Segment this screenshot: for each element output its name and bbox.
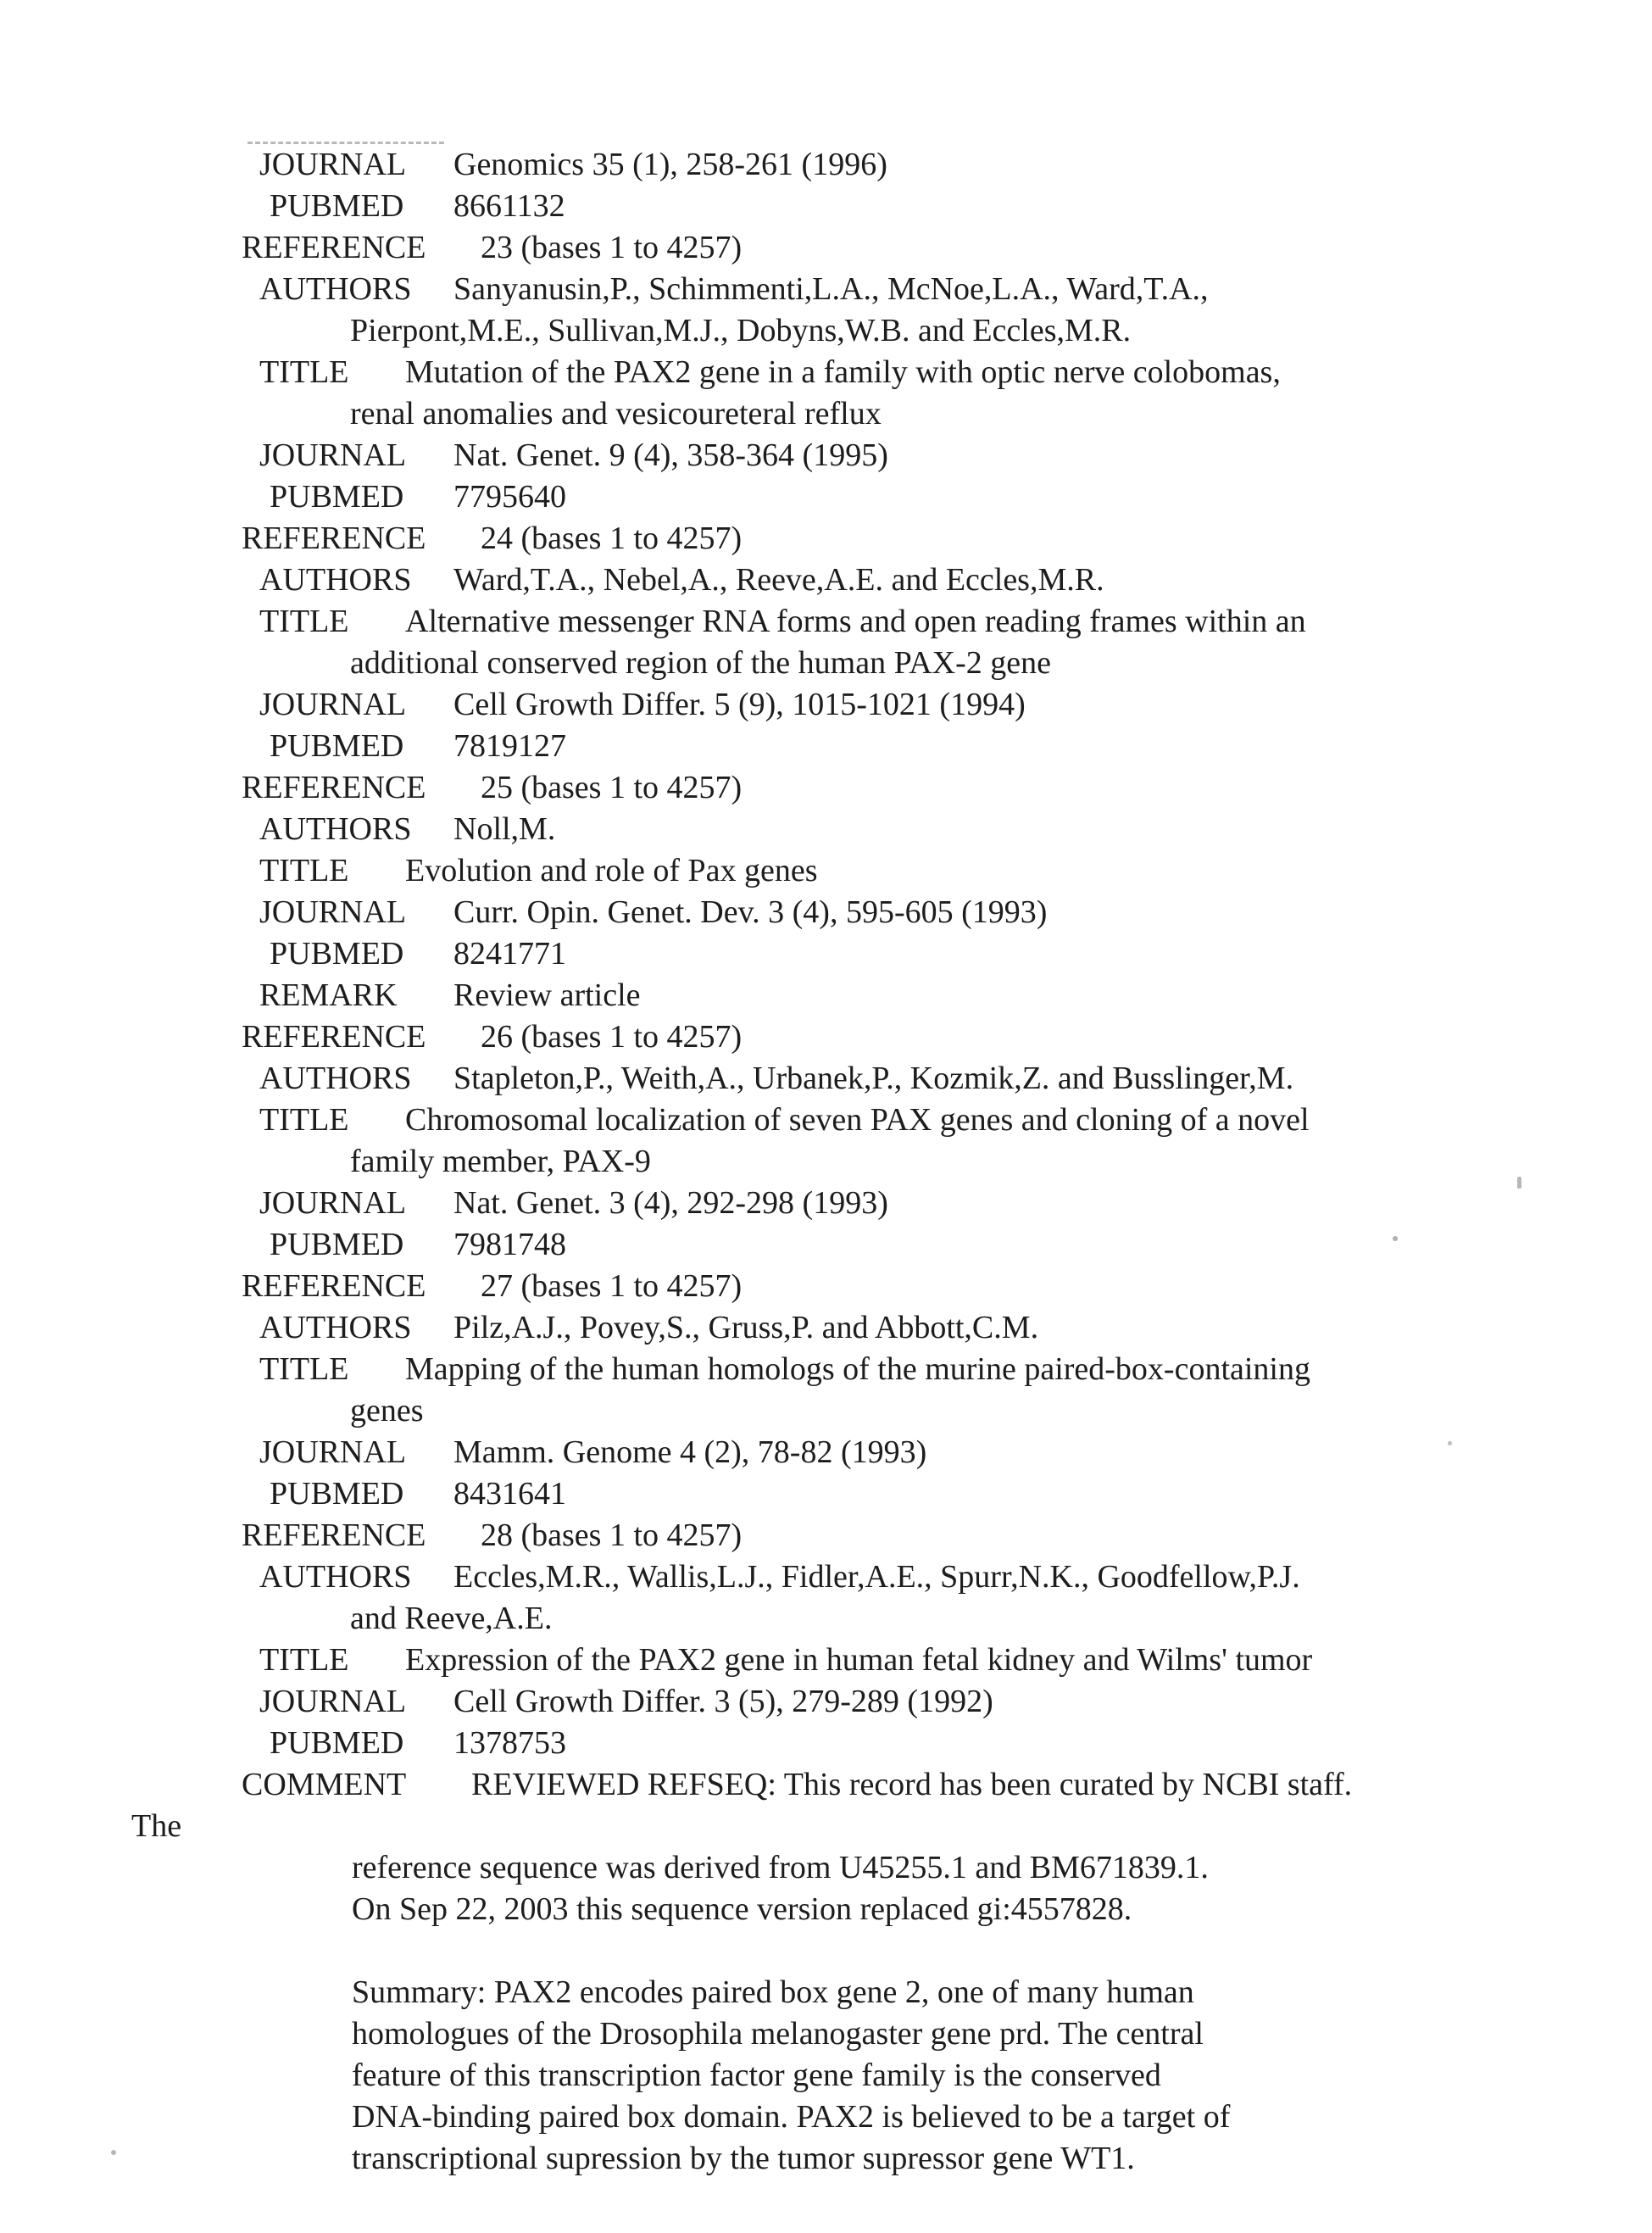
record-line	[0, 354, 1652, 395]
field-label: JOURNAL	[259, 437, 407, 473]
field-value: 1378753	[453, 1725, 566, 1761]
field-label: PUBMED	[270, 1227, 404, 1262]
field-label: JOURNAL	[259, 1185, 407, 1221]
field-label: PUBMED	[270, 479, 404, 515]
record-line	[0, 1641, 1652, 1683]
record-line	[0, 1849, 1652, 1891]
field-value: Mapping of the human homologs of the murine paired-box-containing	[405, 1351, 1310, 1387]
field-value: Pierpont,M.E., Sullivan,M.J., Dobyns,W.B. and Eccles,M.R.	[350, 313, 1132, 348]
record-line	[0, 1018, 1652, 1060]
record-line	[0, 1226, 1652, 1267]
field-value: 7795640	[453, 479, 566, 515]
record-line	[0, 852, 1652, 894]
record-line	[0, 1891, 1652, 1932]
field-value: additional conserved region of the human PAX-2 gene	[350, 645, 1052, 681]
field-value: Evolution and role of Pax genes	[405, 853, 818, 888]
field-label: AUTHORS	[259, 1061, 412, 1096]
field-value: 26 (bases 1 to 4257)	[481, 1019, 743, 1055]
record-line	[0, 312, 1652, 354]
field-value: The	[131, 1808, 182, 1844]
field-label: PUBMED	[270, 1476, 404, 1512]
field-label: COMMENT	[242, 1767, 407, 1802]
field-value: Nat. Genet. 3 (4), 292-298 (1993)	[453, 1185, 888, 1221]
field-label: PUBMED	[270, 188, 404, 224]
field-label: REFERENCE	[242, 1268, 426, 1304]
record-line	[0, 686, 1652, 727]
record-line	[0, 1060, 1652, 1101]
field-value: On Sep 22, 2003 this sequence version replaced gi:4557828.	[352, 1891, 1132, 1927]
field-label: REFERENCE	[242, 521, 426, 556]
field-value: 24 (bases 1 to 4257)	[481, 521, 743, 556]
field-value: Curr. Opin. Genet. Dev. 3 (4), 595-605 (1993)	[453, 894, 1048, 930]
field-value: Mamm. Genome 4 (2), 78-82 (1993)	[453, 1434, 927, 1470]
field-value: 28 (bases 1 to 4257)	[481, 1517, 743, 1553]
record-line	[0, 644, 1652, 686]
record-line	[0, 769, 1652, 810]
record-line	[0, 727, 1652, 769]
field-label: AUTHORS	[259, 271, 412, 307]
field-label: TITLE	[259, 1351, 349, 1387]
field-value: Cell Growth Differ. 3 (5), 279-289 (1992)	[453, 1684, 993, 1719]
record-line	[0, 1600, 1652, 1641]
record-line	[0, 2140, 1652, 2181]
field-value: Eccles,M.R., Wallis,L.J., Fidler,A.E., Spurr,N.K., Goodfellow,P.J.	[453, 1559, 1300, 1595]
field-label: TITLE	[259, 853, 349, 888]
field-value: Review article	[453, 977, 641, 1013]
record-line	[0, 1683, 1652, 1724]
field-value: Ward,T.A., Nebel,A., Reeve,A.E. and Eccles,M.R.	[453, 562, 1104, 598]
field-value: Noll,M.	[453, 811, 556, 847]
field-label: REFERENCE	[242, 1019, 426, 1055]
record-line	[0, 520, 1652, 561]
record-line	[0, 395, 1652, 437]
field-value: and Reeve,A.E.	[350, 1601, 553, 1636]
field-label: TITLE	[259, 1102, 349, 1138]
field-label: REFERENCE	[242, 1517, 426, 1553]
record-line	[0, 187, 1652, 229]
field-label: JOURNAL	[259, 1434, 407, 1470]
record-line	[0, 437, 1652, 478]
blank-line	[0, 1932, 1652, 1974]
field-value: Pilz,A.J., Povey,S., Gruss,P. and Abbott,C.M.	[453, 1310, 1039, 1345]
record-line	[0, 1434, 1652, 1475]
field-label: PUBMED	[270, 728, 404, 764]
record-line	[0, 977, 1652, 1018]
field-value: genes	[350, 1393, 424, 1428]
field-value: 23 (bases 1 to 4257)	[481, 230, 743, 265]
record-line	[0, 2057, 1652, 2098]
field-value: 7819127	[453, 728, 566, 764]
record-line	[0, 1101, 1652, 1143]
record-line	[0, 2098, 1652, 2140]
record-line	[0, 270, 1652, 312]
field-label: AUTHORS	[259, 562, 412, 598]
field-label: AUTHORS	[259, 1559, 412, 1595]
field-value: 8431641	[453, 1476, 566, 1512]
field-value: Nat. Genet. 9 (4), 358-364 (1995)	[453, 437, 888, 473]
field-label: PUBMED	[270, 936, 404, 972]
scan-artifact-dashes	[248, 142, 444, 144]
record-line	[0, 2015, 1652, 2057]
record-line	[0, 1143, 1652, 1184]
record-lines	[0, 146, 1652, 2181]
field-value: reference sequence was derived from U45255.1 and BM671839.1.	[352, 1850, 1209, 1885]
field-value: homologues of the Drosophila melanogaster gene prd. The central	[352, 2016, 1204, 2052]
field-value: 8661132	[453, 188, 565, 224]
field-label: JOURNAL	[259, 1684, 407, 1719]
field-value: family member, PAX-9	[350, 1144, 651, 1179]
record-line	[0, 1974, 1652, 2015]
field-label: JOURNAL	[259, 894, 407, 930]
record-line	[0, 1184, 1652, 1226]
record-line	[0, 894, 1652, 935]
field-value: REVIEWED REFSEQ: This record has been curated by NCBI staff.	[471, 1767, 1353, 1802]
field-label: REMARK	[259, 977, 398, 1013]
field-label: JOURNAL	[259, 687, 407, 722]
field-label: TITLE	[259, 604, 349, 639]
field-label: TITLE	[259, 354, 349, 390]
record-line	[0, 1807, 1652, 1849]
field-label: TITLE	[259, 1642, 349, 1678]
record-line	[0, 1392, 1652, 1434]
field-value: Sanyanusin,P., Schimmenti,L.A., McNoe,L.A., Ward,T.A.,	[453, 271, 1209, 307]
record-line	[0, 603, 1652, 644]
field-value: Summary: PAX2 encodes paired box gene 2, one of many human	[352, 1974, 1194, 2010]
field-label: REFERENCE	[242, 230, 426, 265]
field-value: Alternative messenger RNA forms and open reading frames within an	[405, 604, 1306, 639]
record-line	[0, 1267, 1652, 1309]
record-line	[0, 1766, 1652, 1807]
record-line	[0, 146, 1652, 187]
record-line	[0, 1724, 1652, 1766]
field-value: Stapleton,P., Weith,A., Urbanek,P., Kozmik,Z. and Busslinger,M.	[453, 1061, 1294, 1096]
field-value: Genomics 35 (1), 258-261 (1996)	[453, 147, 887, 182]
field-value: 27 (bases 1 to 4257)	[481, 1268, 743, 1304]
record-line	[0, 561, 1652, 603]
record-line	[0, 1475, 1652, 1517]
field-value: feature of this transcription factor gene family is the conserved	[352, 2058, 1161, 2093]
field-label: PUBMED	[270, 1725, 404, 1761]
field-value: 8241771	[453, 936, 566, 972]
record-line	[0, 478, 1652, 520]
field-label: REFERENCE	[242, 770, 426, 805]
field-value: DNA-binding paired box domain. PAX2 is believed to be a target of	[352, 2099, 1231, 2135]
record-line	[0, 1309, 1652, 1350]
field-label: JOURNAL	[259, 147, 407, 182]
record-line	[0, 229, 1652, 270]
field-value: Chromosomal localization of seven PAX genes and cloning of a novel	[405, 1102, 1310, 1138]
field-value: Expression of the PAX2 gene in human fetal kidney and Wilms' tumor	[405, 1642, 1313, 1678]
field-value: transcriptional supression by the tumor supressor gene WT1.	[352, 2141, 1135, 2176]
record-line	[0, 935, 1652, 977]
field-label: AUTHORS	[259, 1310, 412, 1345]
record-line	[0, 1558, 1652, 1600]
field-value: 7981748	[453, 1227, 566, 1262]
record-line	[0, 1517, 1652, 1558]
field-value: renal anomalies and vesicoureteral reflux	[350, 396, 882, 432]
field-label: AUTHORS	[259, 811, 412, 847]
field-value: Mutation of the PAX2 gene in a family with optic nerve colobomas,	[405, 354, 1281, 390]
field-value: 25 (bases 1 to 4257)	[481, 770, 743, 805]
record-line	[0, 1350, 1652, 1392]
record-line	[0, 810, 1652, 852]
field-value: Cell Growth Differ. 5 (9), 1015-1021 (1994)	[453, 687, 1026, 722]
